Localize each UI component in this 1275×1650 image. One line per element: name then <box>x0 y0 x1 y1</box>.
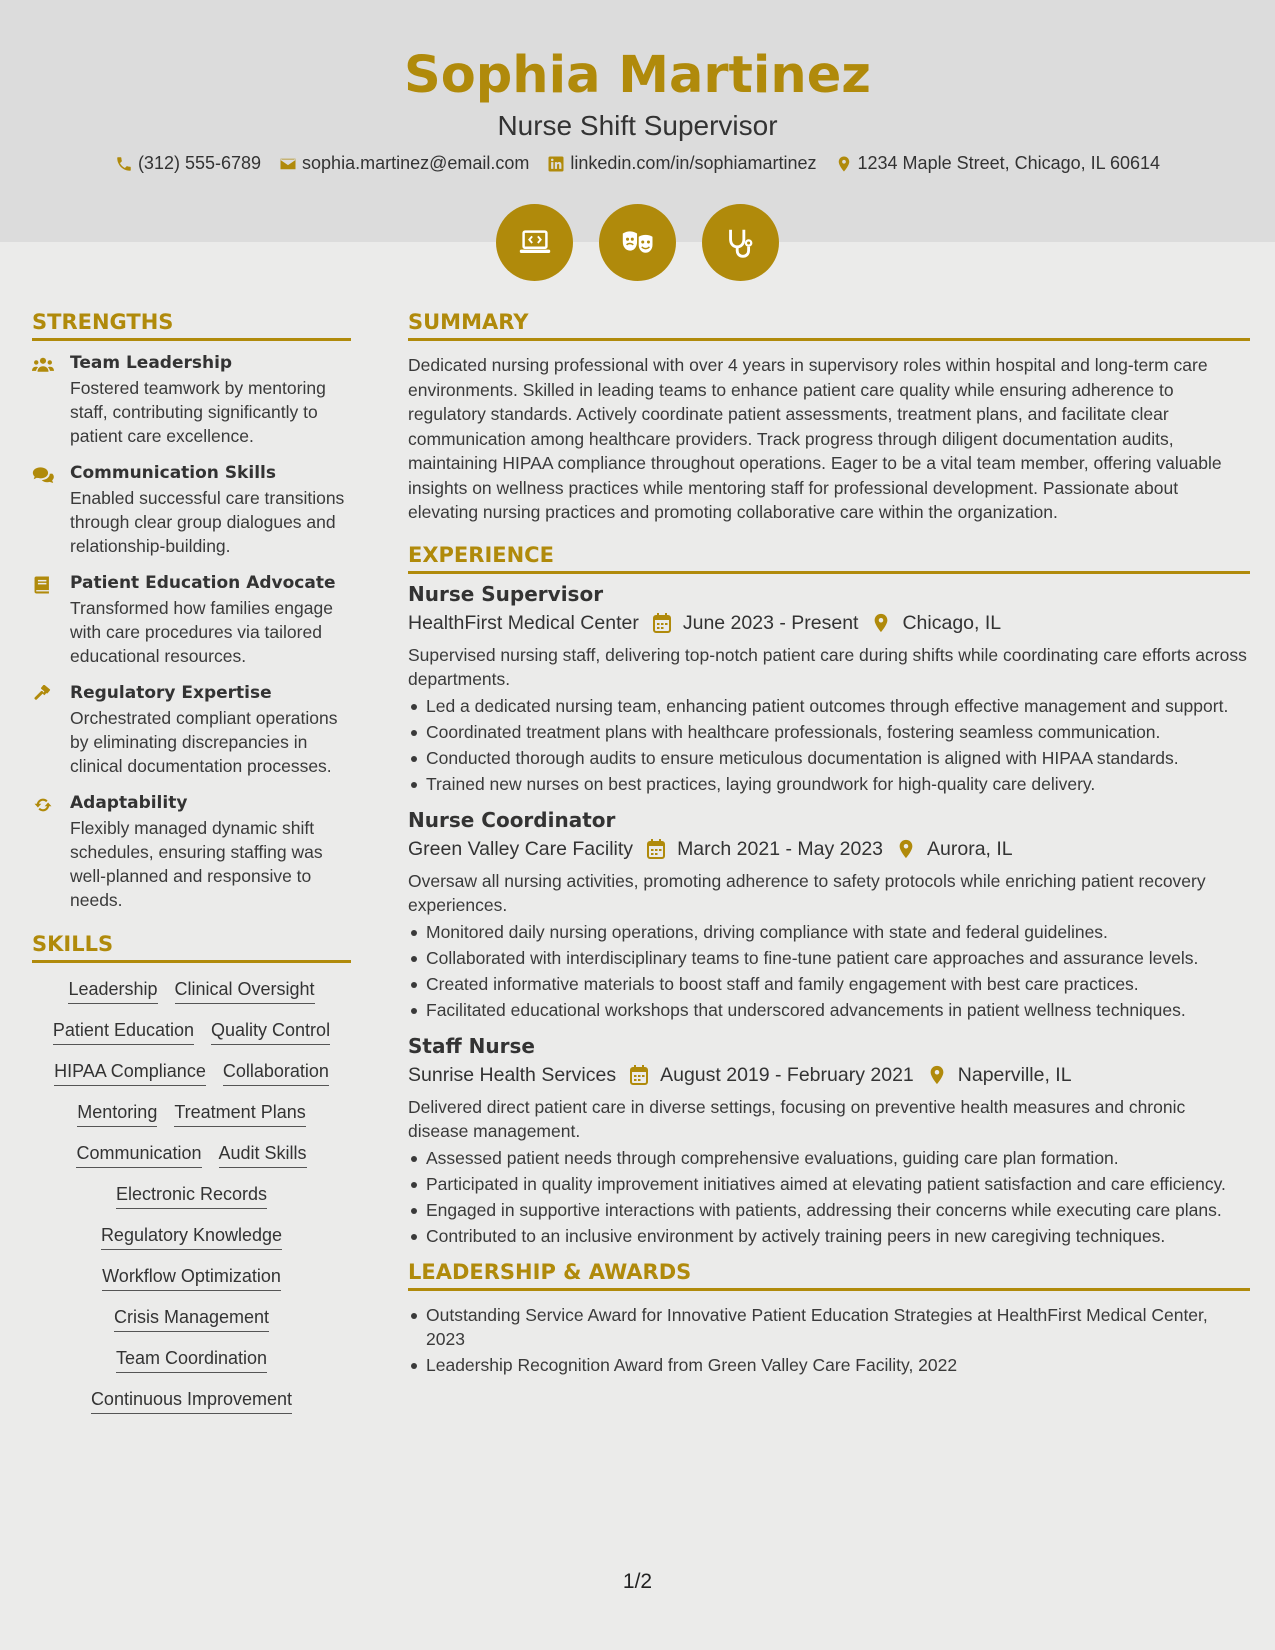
skill-tag: Continuous Improvement <box>91 1389 292 1414</box>
skill-tag: Leadership <box>68 979 157 1004</box>
skill-tag: HIPAA Compliance <box>54 1061 206 1086</box>
skill-tag: Audit Skills <box>219 1143 307 1168</box>
map-marker-icon <box>928 1065 946 1085</box>
job-bullet: Created informative materials to boost staff and family engagement with best care practices. <box>408 972 1250 996</box>
strength-desc: Fostered teamwork by mentoring staff, contributing significantly to patient care excellence. <box>70 378 326 446</box>
job-meta <box>408 612 1250 635</box>
job-dates: June 2023 - Present <box>682 611 859 634</box>
award-item: Leadership Recognition Award from Green Valley Care Facility, 2022 <box>408 1353 1250 1377</box>
job-company: HealthFirst Medical Center <box>408 611 639 634</box>
envelope-icon <box>279 155 297 173</box>
job-company: Sunrise Health Services <box>408 1063 617 1086</box>
job-bullet: Participated in quality improvement initiatives aimed at elevating patient satisfaction and care efficiency. <box>408 1172 1250 1196</box>
skill-tag: Patient Education <box>53 1020 194 1045</box>
job-bullet: Coordinated treatment plans with healthcare professionals, fostering seamless communication. <box>408 720 1250 744</box>
job-description: Delivered direct patient care in diverse settings, focusing on preventive health measures and chronic disease management. <box>408 1096 1186 1141</box>
strength-item <box>32 683 351 778</box>
strength-title: Patient Education Advocate <box>70 573 336 593</box>
skill-tag: Regulatory Knowledge <box>101 1225 282 1250</box>
awards-list <box>408 1303 1250 1377</box>
strengths-heading: STRENGTHS <box>32 310 351 341</box>
skills-heading: SKILLS <box>32 932 351 963</box>
skill-tag: Crisis Management <box>114 1307 269 1332</box>
job-dates: August 2019 - February 2021 <box>660 1063 914 1086</box>
strength-item <box>32 793 351 912</box>
strength-desc: Enabled successful care transitions through clear group dialogues and relationship-building. <box>70 488 345 556</box>
summary-heading: SUMMARY <box>408 310 1250 341</box>
gavel-icon <box>32 685 54 705</box>
job-bullets <box>408 1146 1250 1248</box>
strength-item <box>32 463 351 558</box>
job-description: Supervised nursing staff, delivering top-notch patient care during shifts while coordinating care efforts across departments. <box>408 644 1247 689</box>
skill-tag: Electronic Records <box>116 1184 267 1209</box>
strength-title: Adaptability <box>70 793 188 813</box>
job-dates: March 2021 - May 2023 <box>677 837 884 860</box>
contact-phone[interactable]: (312) 555-6789 <box>115 153 261 174</box>
experience-heading: EXPERIENCE <box>408 543 1250 574</box>
skill-tag: Clinical Oversight <box>175 979 315 1004</box>
skill-tag: Treatment Plans <box>174 1102 305 1127</box>
sync-icon <box>32 795 54 815</box>
map-marker-icon <box>835 155 853 173</box>
job-company: Green Valley Care Facility <box>408 837 634 860</box>
experience-list <box>408 582 1250 1248</box>
calendar-icon <box>647 839 665 859</box>
left-column <box>32 310 351 1414</box>
contact-linkedin[interactable]: linkedin.com/in/sophiamartinez <box>547 153 816 174</box>
strength-title: Team Leadership <box>70 353 233 373</box>
skill-tag: Quality Control <box>211 1020 330 1045</box>
job-bullet: Facilitated educational workshops that underscored advancements in patient wellness techniques. <box>408 998 1250 1022</box>
stethoscope-icon <box>702 204 779 281</box>
awards-heading: LEADERSHIP & AWARDS <box>408 1260 1250 1291</box>
book-icon <box>32 575 54 595</box>
interest-icons <box>0 204 1275 281</box>
job-entry <box>408 582 1250 796</box>
skills-list <box>32 979 351 1414</box>
calendar-icon <box>630 1065 648 1085</box>
contact-address: 1234 Maple Street, Chicago, IL 60614 <box>835 153 1161 174</box>
map-marker-icon <box>897 839 915 859</box>
job-description: Oversaw all nursing activities, promoting adherence to safety protocols while enriching patient recovery experiences. <box>408 870 1206 915</box>
skill-tag: Communication <box>76 1143 201 1168</box>
strength-title: Communication Skills <box>70 463 276 483</box>
job-entry <box>408 808 1250 1022</box>
job-title: Nurse Supervisor <box>408 581 604 606</box>
skill-tag: Workflow Optimization <box>102 1266 281 1291</box>
map-marker-icon <box>872 613 890 633</box>
job-bullets <box>408 694 1250 796</box>
strength-desc: Flexibly managed dynamic shift schedules, ensuring staffing was well-planned and responsive to needs. <box>70 818 323 910</box>
strength-desc: Orchestrated compliant operations by eliminating discrepancies in clinical documentation processes. <box>70 708 338 776</box>
candidate-name: Sophia Martinez <box>404 46 871 105</box>
calendar-icon <box>653 613 671 633</box>
job-bullet: Engaged in supportive interactions with patients, addressing their concerns while executing care plans. <box>408 1198 1250 1222</box>
job-location: Chicago, IL <box>902 611 1002 634</box>
contact-email[interactable]: sophia.martinez@email.com <box>279 153 529 174</box>
job-bullet: Collaborated with interdisciplinary teams to fine-tune patient care approaches and assurance levels. <box>408 946 1250 970</box>
strength-item <box>32 573 351 668</box>
job-entry <box>408 1034 1250 1248</box>
job-title: Staff Nurse <box>408 1033 535 1058</box>
linkedin-icon <box>547 155 565 173</box>
job-bullet: Monitored daily nursing operations, driving compliance with state and federal guidelines. <box>408 920 1250 944</box>
summary-text: Dedicated nursing professional with over 4 years in supervisory roles within hospital and long-term care environments. Skilled in leading teams to enhance patient care quality while ensuring adherence to regulatory standards. Actively coordinate patient assessments, treatment plans, and facilitate clear communication among healthcare providers. Track progress through diligent documentation audits, maintaining HIPAA compliance throughout operations. Eager to be a vital team member, offering valuable insights on wellness practices while mentoring staff for professional development. Passionate about elevating nursing practices and promoting collaborative care within the organization. <box>408 355 1222 522</box>
strength-title: Regulatory Expertise <box>70 683 272 703</box>
job-location: Aurora, IL <box>927 837 1013 860</box>
job-bullet: Trained new nurses on best practices, laying groundwork for high-quality care delivery. <box>408 772 1250 796</box>
job-bullet: Led a dedicated nursing team, enhancing patient outcomes through effective management and support. <box>408 694 1250 718</box>
laptop-code-icon <box>496 204 573 281</box>
candidate-title: Nurse Shift Supervisor <box>497 110 778 141</box>
strength-desc: Transformed how families engage with care procedures via tailored educational resources. <box>70 598 333 666</box>
award-item: Outstanding Service Award for Innovative Patient Education Strategies at HealthFirst Medical Center, 2023 <box>408 1303 1250 1351</box>
users-icon <box>32 355 54 375</box>
job-bullet: Conducted thorough audits to ensure meticulous documentation is aligned with HIPAA standards. <box>408 746 1250 770</box>
page-number: 1/2 <box>622 1570 653 1593</box>
job-title: Nurse Coordinator <box>408 807 616 832</box>
contact-row <box>0 153 1275 174</box>
theater-masks-icon <box>599 204 676 281</box>
comments-icon <box>32 465 54 485</box>
skill-tag: Collaboration <box>223 1061 329 1086</box>
job-bullet: Assessed patient needs through comprehensive evaluations, guiding care plan formation. <box>408 1146 1250 1170</box>
phone-icon <box>115 155 133 173</box>
skill-tag: Mentoring <box>77 1102 157 1127</box>
job-bullet: Contributed to an inclusive environment by actively training peers in new caregiving techniques. <box>408 1224 1250 1248</box>
right-column <box>408 310 1250 1379</box>
skill-tag: Team Coordination <box>116 1348 267 1373</box>
job-meta <box>408 1064 1250 1087</box>
job-bullets <box>408 920 1250 1022</box>
strength-item <box>32 353 351 448</box>
job-location: Naperville, IL <box>957 1063 1072 1086</box>
job-meta <box>408 838 1250 861</box>
